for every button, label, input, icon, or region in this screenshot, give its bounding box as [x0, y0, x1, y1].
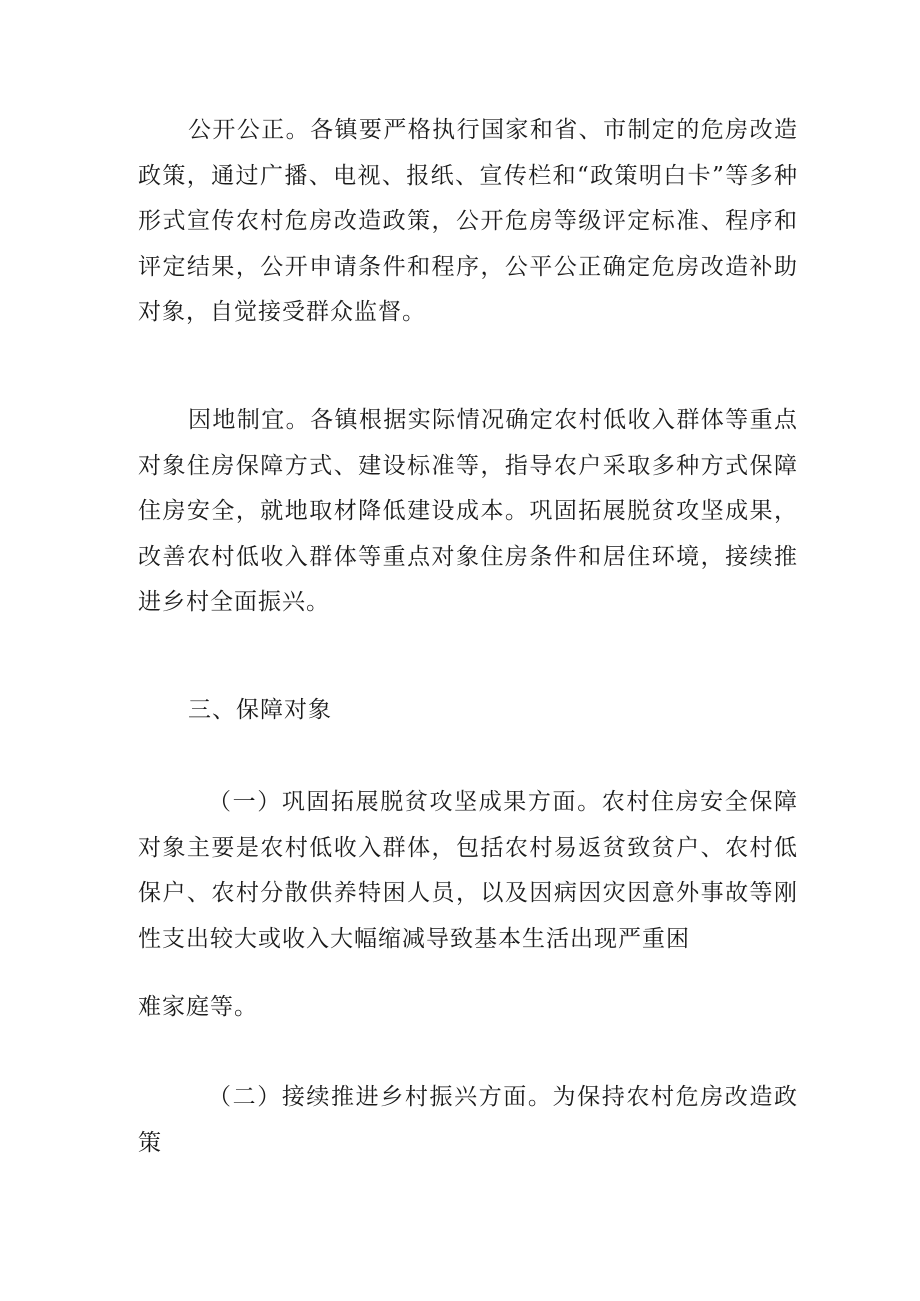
paragraph-item-1: （一）巩固拓展脱贫攻坚成果方面。农村住房安全保障对象主要是农村低收入群体，包括农村易返贫致贫户、农村低保户、农村分散供养特困人员，以及因病因灾因意外事故等刚性支出较大或收入大幅缩减导致基本生活出现严重困 — [138, 789, 798, 952]
paragraph-item-1-continued: 难家庭等。 — [138, 994, 258, 1020]
paragraph-openness: 公开公正。各镇要严格执行国家和省、市制定的危房改造政策，通过广播、电视、报纸、宣传栏和“政策明白卡”等多种形式宣传农村危房改造政策，公开危房等级评定标准、程序和评定结果，公开申请条件和程序，公平公正确定危房改造补助对象，自觉接受群众监督。 — [138, 117, 798, 325]
paragraph-local-conditions: 因地制宜。各镇根据实际情况确定农村低收入群体等重点对象住房保障方式、建设标准等，指导农户采取多种方式保障住房安全，就地取材降低建设成本。巩固拓展脱贫攻坚成果，改善农村低收入群体等重点对象住房条件和居住环境，接续推进乡村全面振兴。 — [138, 407, 798, 615]
section-heading: 三、保障对象 — [188, 697, 332, 723]
paragraph-item-2: （二）接续推进乡村振兴方面。为保持农村危房改造政策 — [138, 1084, 798, 1156]
